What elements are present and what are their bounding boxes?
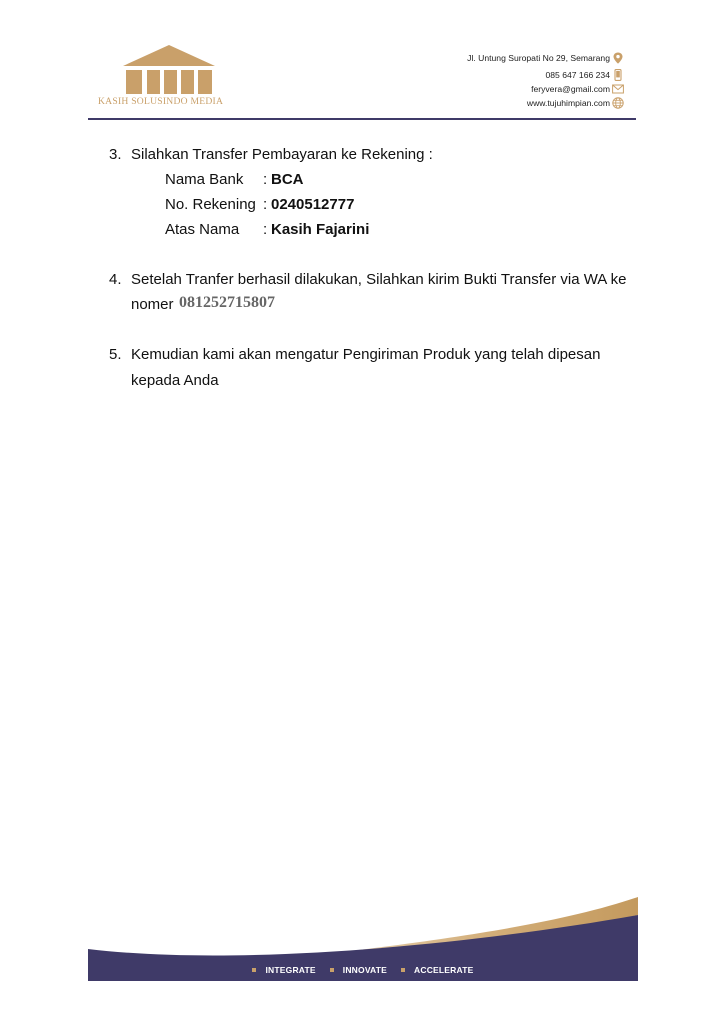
item3-number: 3. (109, 146, 122, 163)
footer-tag-label: INNOVATE (342, 965, 388, 975)
account-number-label: No. Rekening (165, 196, 256, 213)
footer-tag-label: INTEGRATE (265, 965, 316, 975)
item3-text: Silahkan Transfer Pembayaran ke Rekening : (131, 146, 433, 163)
item5-line2: kepada Anda (131, 372, 219, 389)
bullet-square-icon (330, 968, 334, 972)
footer-tagline (88, 963, 638, 977)
item5-line1: Kemudian kami akan mengatur Pengiriman Produk yang telah dipesan (131, 346, 601, 363)
bank-name-separator: : (263, 171, 268, 188)
item4-number: 4. (109, 271, 122, 288)
account-holder-separator: : (263, 221, 268, 238)
bullet-square-icon (401, 968, 405, 972)
phone-icon (612, 69, 624, 81)
footer-tag-integrate (252, 965, 315, 975)
bank-name-value: BCA (271, 171, 304, 188)
mail-icon (612, 83, 624, 95)
bank-name-label: Nama Bank (165, 171, 244, 188)
footer-tag-accelerate (401, 965, 473, 975)
account-holder-value: Kasih Fajarini (271, 221, 370, 238)
item4-line1: Setelah Tranfer berhasil dilakukan, Silahkan kirim Bukti Transfer via WA ke (131, 271, 627, 288)
phone-text: 085 647 166 234 (545, 70, 610, 80)
footer-tag-innovate (330, 965, 387, 975)
footer-tag-label: ACCELERATE (414, 965, 474, 975)
account-number-value: 0240512777 (271, 196, 355, 213)
company-name: KASIH SOLUSINDO MEDIA (98, 96, 224, 107)
item4-line2: nomer (131, 296, 174, 313)
account-number-separator: : (263, 196, 268, 213)
globe-icon (612, 97, 624, 109)
email-text: feryvera@gmail.com (531, 84, 610, 94)
whatsapp-phone-number: 081252715807 (179, 294, 275, 311)
bullet-square-icon (252, 968, 256, 972)
website-text: www.tujuhimpian.com (526, 98, 610, 108)
address-text: Jl. Untung Suropati No 29, Semarang (467, 53, 610, 63)
map-pin-icon (612, 52, 624, 64)
item5-number: 5. (109, 346, 122, 363)
header-divider (88, 118, 636, 120)
account-holder-label: Atas Nama (165, 221, 240, 238)
